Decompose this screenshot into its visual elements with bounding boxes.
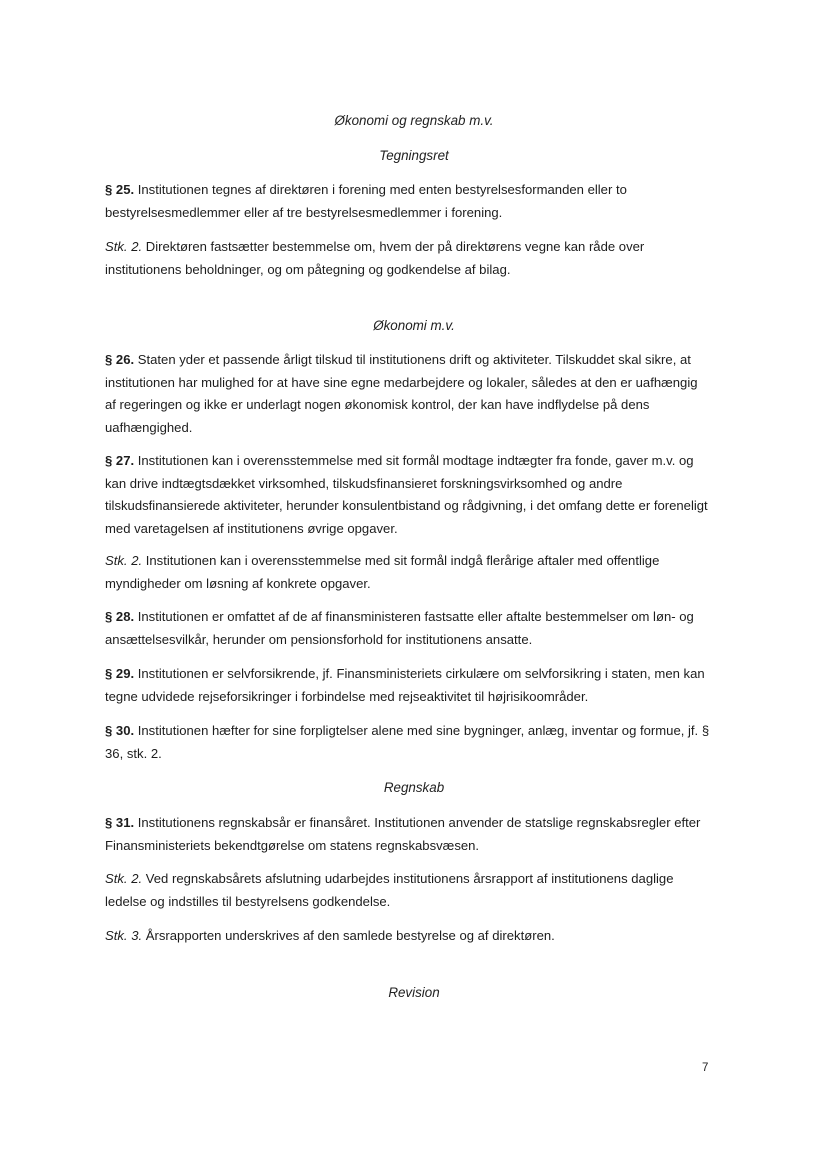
paragraph-text: Staten yder et passende årligt tilskud til institutionens drift og aktiviteter. Tilskuddet skal sikre, at institutionen har mulighed for at have sine egne medarbejdere og lokaler, således at den er uafhængig af regeringen og ikke er underlagt nogen økonomisk kontrol, der kan have indflydelse på dens uafhængighed. bbox=[105, 352, 698, 435]
paragraph-number: § 27. bbox=[105, 453, 135, 468]
paragraph-number: Stk. 2. bbox=[105, 553, 143, 568]
paragraph-number: Stk. 3. bbox=[105, 928, 143, 943]
paragraph-text: Årsrapporten underskrives af den samlede bestyrelse og af direktøren. bbox=[142, 928, 555, 943]
page-number: 7 bbox=[702, 1062, 709, 1074]
paragraph-29 bbox=[105, 663, 710, 708]
section-heading-okonomi-og-regnskab: Økonomi og regnskab m.v. bbox=[334, 113, 494, 128]
paragraph-text: Institutionen hæfter for sine forpligtelser alene med sine bygninger, anlæg, inventar og formue, jf. § 36, stk. 2. bbox=[105, 723, 710, 761]
paragraph-text: Institutionen tegnes af direktøren i forening med enten bestyrelsesformanden eller to bestyrelsesmedlemmer eller af tre bestyrelsesmedlemmer i forening. bbox=[105, 182, 627, 220]
paragraph-text: Institutionen kan i overensstemmelse med sit formål indgå flerårige aftaler med offentlige myndigheder om løsning af konkrete opgaver. bbox=[105, 553, 660, 591]
section-heading-okonomi: Økonomi m.v. bbox=[373, 318, 455, 333]
section-heading-revision: Revision bbox=[388, 985, 440, 1000]
paragraph-number: § 29. bbox=[105, 666, 135, 681]
paragraph-number: § 26. bbox=[105, 352, 135, 367]
section-heading-tegningsret: Tegningsret bbox=[379, 148, 449, 163]
paragraph-text: Institutionen kan i overensstemmelse med sit formål modtage indtægter fra fonde, gaver m.v. og kan drive indtægtsdækket virksomhed, tilskudsfinansieret forskningsvirksomhed og andre tilskudsfinansierede aktiviteter, herunder konsulentbistand og rådgivning, i det omfang dette er foreneligt med varetagelsen af institutionens øvrige opgaver. bbox=[105, 453, 708, 536]
paragraph-28 bbox=[105, 606, 710, 651]
paragraph-number: § 30. bbox=[105, 723, 135, 738]
paragraph-25 bbox=[105, 179, 710, 224]
paragraph-text: Institutionen er selvforsikrende, jf. Finansministeriets cirkulære om selvforsikring i staten, men kan tegne udvidede rejseforsikringer i forbindelse med rejseaktivitet til højrisikoområder. bbox=[105, 666, 705, 704]
paragraph-27-stk-2 bbox=[105, 550, 710, 595]
paragraph-number: § 31. bbox=[105, 815, 135, 830]
paragraph-26 bbox=[105, 349, 710, 439]
paragraph-number: Stk. 2. bbox=[105, 871, 143, 886]
paragraph-31 bbox=[105, 812, 710, 857]
section-heading-regnskab: Regnskab bbox=[383, 780, 445, 795]
paragraph-31-stk-3 bbox=[105, 925, 710, 948]
paragraph-number: § 28. bbox=[105, 609, 135, 624]
paragraph-number: § 25. bbox=[105, 182, 135, 197]
paragraph-text: Ved regnskabsårets afslutning udarbejdes institutionens årsrapport af institutionens daglige ledelse og indstilles til bestyrelsens godkendelse. bbox=[105, 871, 674, 909]
paragraph-number: Stk. 2. bbox=[105, 239, 143, 254]
paragraph-31-stk-2 bbox=[105, 868, 710, 913]
paragraph-text: Direktøren fastsætter bestemmelse om, hvem der på direktørens vegne kan råde over institutionens beholdninger, og om påtegning og godkendelse af bilag. bbox=[105, 239, 645, 277]
paragraph-text: Institutionens regnskabsår er finansåret. Institutionen anvender de statslige regnskabsregler efter Finansministeriets bekendtgørelse om statens regnskabsvæsen. bbox=[105, 815, 701, 853]
paragraph-30 bbox=[105, 720, 710, 765]
paragraph-text: Institutionen er omfattet af de af finansministeren fastsatte eller aftalte bestemmelser om løn- og ansættelsesvilkår, herunder om pensionsforhold for institutionens ansatte. bbox=[105, 609, 694, 647]
paragraph-27 bbox=[105, 450, 710, 540]
paragraph-25-stk-2 bbox=[105, 236, 710, 281]
